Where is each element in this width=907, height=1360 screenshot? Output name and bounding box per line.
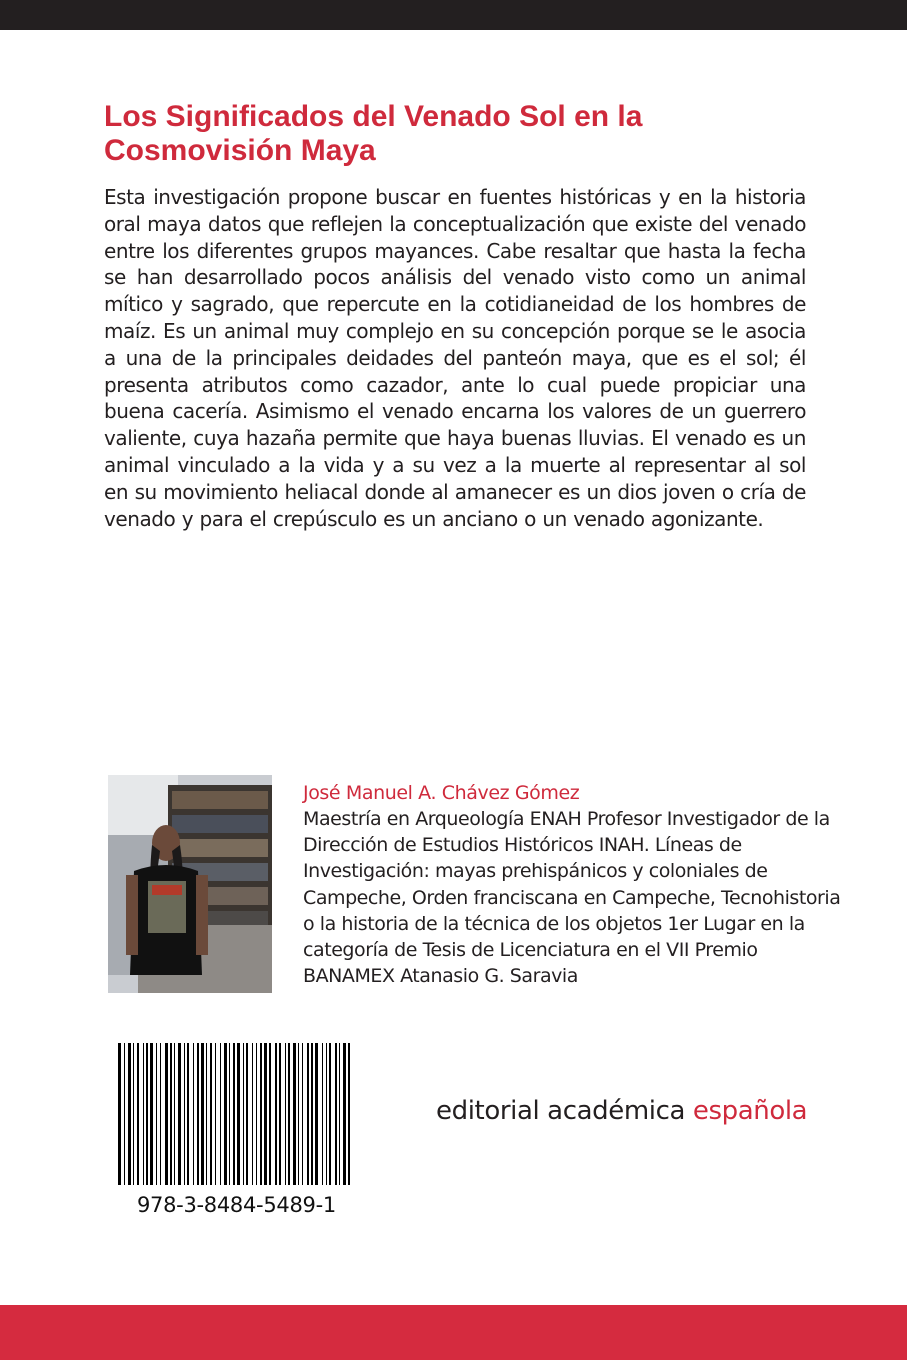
author-photo: [108, 775, 272, 993]
bottom-band: [0, 1305, 907, 1360]
barcode-bars-icon: [118, 1043, 358, 1193]
author-name: José Manuel A. Chávez Gómez: [303, 782, 580, 804]
book-abstract: Esta investigación propone buscar en fuentes históricas y en la historia oral maya datos que reflejen la conceptualización que existe del venado entre los diferentes grupos mayances. Cabe resaltar que hasta la fecha se han desarrollado pocos análisis del venado visto como un animal mítico y sagrado, que repercute en la cotidianeidad de los hombres de maíz. Es un animal muy complejo en su concepción porque se le asocia a una de la principales deidades del panteón maya, que es el sol; él presenta atributos como cazador, ante lo cual puede propiciar una buena cacería. Asimismo el venado encarna los valores de un guerrero valiente, cuya hazaña permite que haya buenas lluvias. El venado es un animal vinculado a la vida y a su vez a la muerte al representar al sol en su movimiento heliacal donde al amanecer es un dios joven o cría de venado y para el crepúsculo es un anciano o un venado agonizante.: [104, 185, 806, 531]
isbn-number: 978-3-8484-5489-1: [137, 1193, 336, 1217]
top-band: [0, 0, 907, 30]
publisher-name-main: editorial académica: [436, 1096, 685, 1126]
publisher-name-accent: española: [692, 1096, 808, 1126]
author-bio: Maestría en Arqueología ENAH Profesor Investigador de la Dirección de Estudios Históricos INAH. Líneas de Investigación: mayas prehispánicos y coloniales de Campeche, Orden franciscana en Campeche, Tecnohistoria o la historia de la técnica de los objetos 1er Lugar en la categoría de Tesis de Licenciatura en el VII Premio BANAMEX Atanasio G. Saravia: [303, 808, 841, 988]
publisher-name: [436, 1093, 856, 1129]
book-title: Los Significados del Venado Sol en la Cosmovisión Maya: [104, 100, 643, 167]
